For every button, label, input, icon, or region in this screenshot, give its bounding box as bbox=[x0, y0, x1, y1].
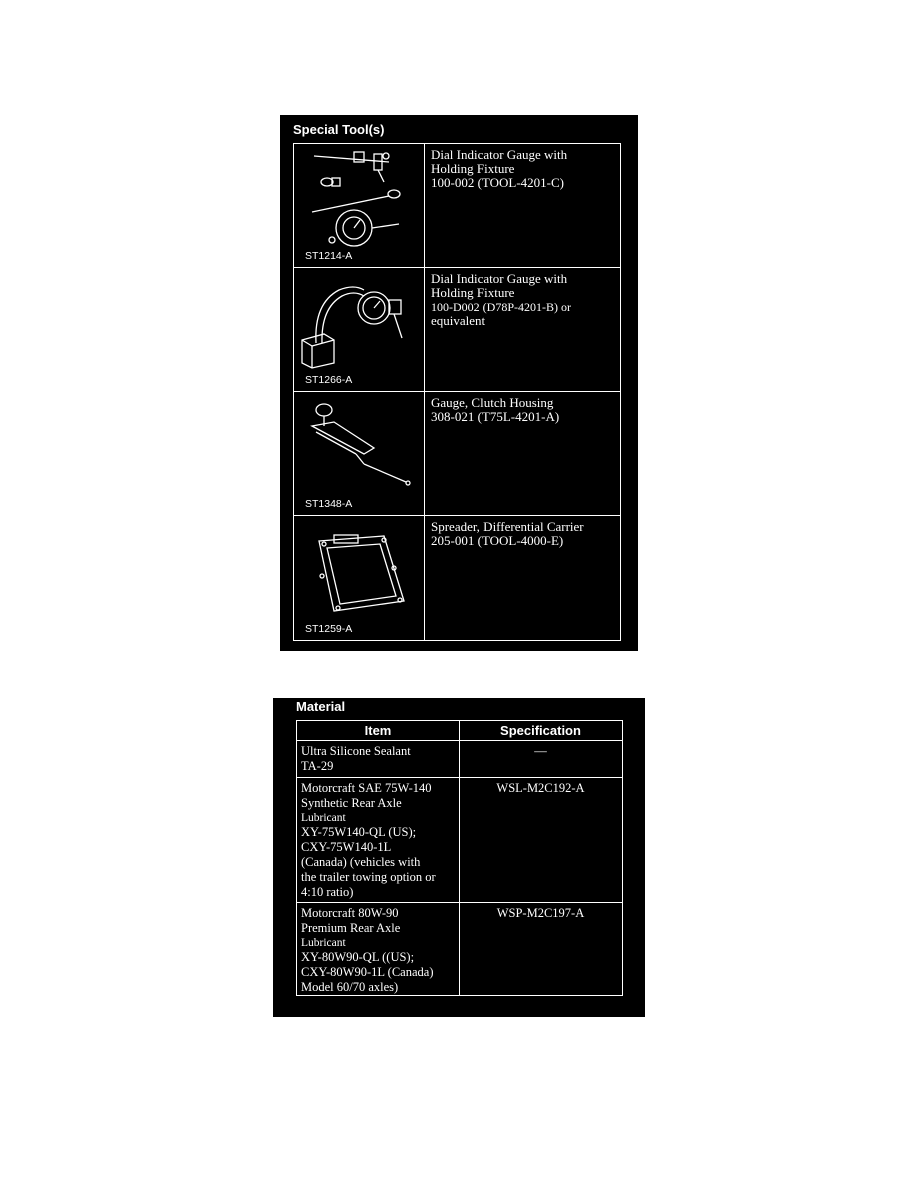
tool-code: ST1214-A bbox=[305, 250, 353, 262]
table-row bbox=[297, 903, 622, 995]
material-item-line: Premium Rear Axle bbox=[301, 920, 401, 935]
tool-description-line: equivalent bbox=[431, 313, 486, 328]
tool-description-line: Holding Fixture bbox=[431, 285, 515, 300]
tool-description-line: Dial Indicator Gauge with bbox=[431, 271, 568, 286]
material-item-line: Lubricant bbox=[301, 936, 346, 949]
table-row bbox=[297, 741, 622, 778]
tool-row bbox=[294, 144, 620, 268]
material-item-line: Motorcraft 80W-90 bbox=[301, 906, 399, 920]
material-item-line: Model 60/70 axles) bbox=[301, 979, 399, 994]
material-item-line: TA-29 bbox=[301, 758, 334, 773]
tool-description bbox=[431, 148, 617, 190]
tool-illustration bbox=[294, 144, 425, 267]
tool-description bbox=[431, 272, 617, 328]
item-column-header: Item bbox=[364, 723, 392, 738]
material-item bbox=[301, 744, 457, 774]
material-item-line: CXY-80W90-1L (Canada) bbox=[301, 965, 434, 980]
material-item-line: Ultra Silicone Sealant bbox=[301, 744, 411, 758]
tool-code: ST1266-A bbox=[305, 374, 353, 386]
tool-description bbox=[431, 396, 617, 424]
material-item-line: XY-75W140-QL (US); bbox=[301, 825, 417, 840]
special-tools-panel bbox=[280, 115, 638, 651]
tool-code: ST1348-A bbox=[305, 498, 353, 510]
material-item-line: XY-80W90-QL ((US); bbox=[301, 950, 415, 965]
material-table-header bbox=[297, 721, 622, 741]
differential-spreader-icon bbox=[294, 516, 425, 640]
material-specification: — bbox=[534, 744, 547, 758]
tool-description-line: Spreader, Differential Carrier bbox=[431, 519, 584, 534]
material-item bbox=[301, 906, 457, 995]
tool-code: ST1259-A bbox=[305, 623, 353, 635]
special-tools-title: Special Tool(s) bbox=[293, 122, 385, 137]
material-specification: WSP-M2C197-A bbox=[496, 906, 585, 920]
tool-description-line: Dial Indicator Gauge with bbox=[431, 147, 568, 162]
table-row bbox=[297, 778, 622, 903]
tool-illustration bbox=[294, 516, 425, 640]
material-specification: WSL-M2C192-A bbox=[496, 781, 585, 795]
tool-row bbox=[294, 392, 620, 516]
tool-illustration bbox=[294, 392, 425, 515]
tool-description-line: 205-001 (TOOL-4000-E) bbox=[431, 533, 564, 548]
material-item-line: (Canada) (vehicles with bbox=[301, 854, 421, 869]
material-item-line: Lubricant bbox=[301, 811, 346, 824]
material-item-line: CXY-75W140-1L bbox=[301, 840, 392, 855]
special-tools-table bbox=[293, 143, 621, 641]
tool-description-line: Holding Fixture bbox=[431, 161, 515, 176]
material-item-line: Synthetic Rear Axle bbox=[301, 795, 402, 810]
material-item-line: Motorcraft SAE 75W-140 bbox=[301, 781, 432, 795]
material-panel bbox=[273, 698, 645, 1017]
tool-description-line: 100-D002 (D78P-4201-B) or bbox=[431, 300, 571, 314]
tool-row bbox=[294, 516, 620, 640]
tool-description bbox=[431, 520, 617, 548]
tool-illustration bbox=[294, 268, 425, 391]
tool-description-line: 308-021 (T75L-4201-A) bbox=[431, 409, 560, 424]
material-item bbox=[301, 781, 457, 899]
specification-column-header: Specification bbox=[500, 723, 581, 738]
material-item-line: 4:10 ratio) bbox=[301, 884, 354, 899]
material-table bbox=[296, 720, 623, 996]
tool-description-line: 100-002 (TOOL-4201-C) bbox=[431, 175, 564, 190]
material-title: Material bbox=[296, 699, 346, 714]
tool-description-line: Gauge, Clutch Housing bbox=[431, 395, 554, 410]
material-item-line: the trailer towing option or bbox=[301, 869, 436, 884]
tool-row bbox=[294, 268, 620, 392]
